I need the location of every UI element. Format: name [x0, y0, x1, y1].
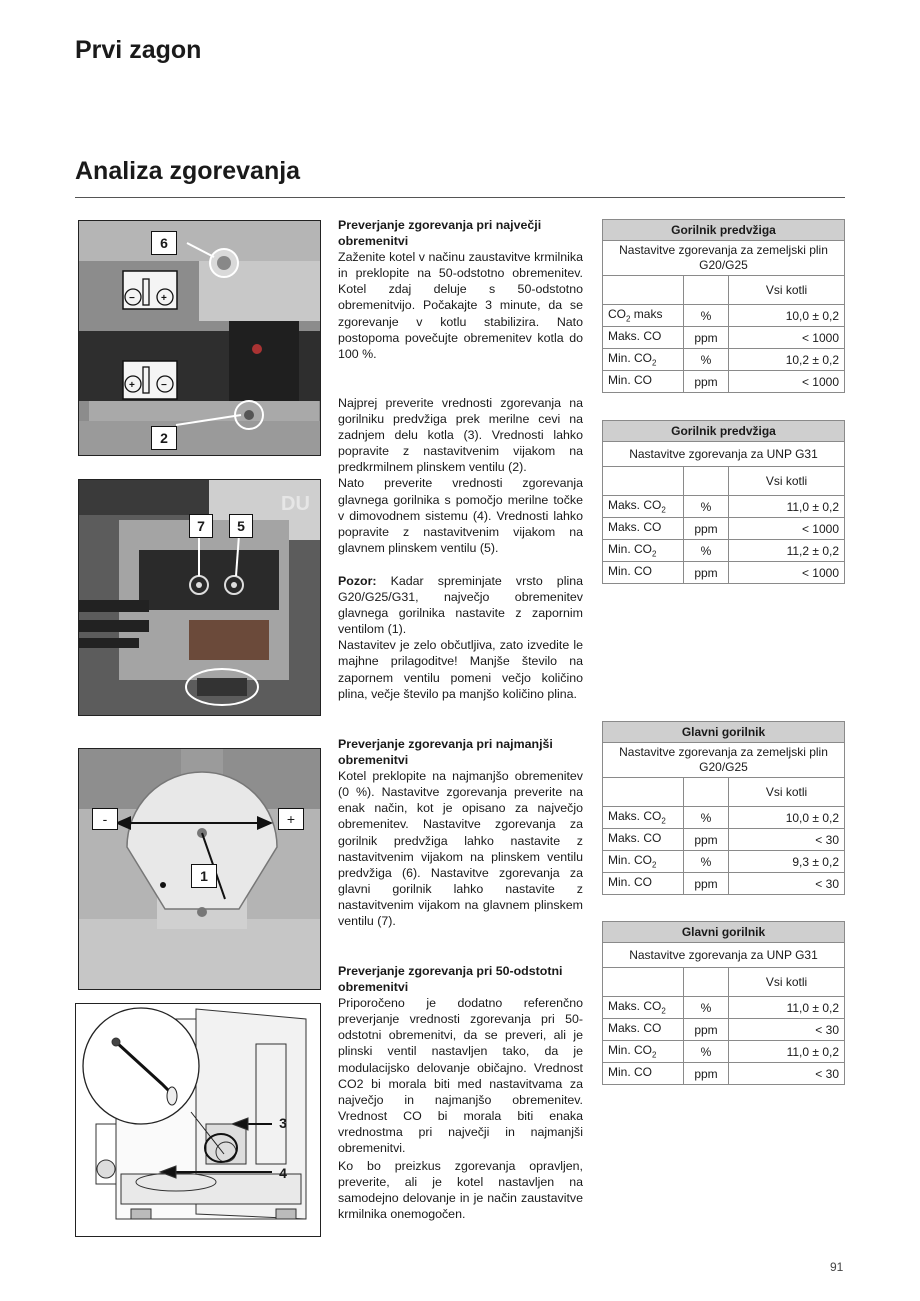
callout-label: 2 — [151, 426, 177, 450]
combustion-table — [602, 721, 845, 895]
value-cell: < 30 — [729, 1063, 845, 1085]
paragraph: Ko bo preizkus zgorevanja opravljen, preverite, ali je kotel nastavljen na samodejno delovanje in je način zaustavitve krmilnika onemogočen. — [338, 1159, 583, 1222]
text-block-pilot-check — [338, 395, 583, 556]
value-cell: < 1000 — [729, 371, 845, 393]
parameter-name: Min. CO — [608, 542, 653, 557]
column-header: Vsi kotli — [729, 276, 845, 305]
parameter-name: Min. CO — [608, 351, 653, 366]
combustion-table — [602, 420, 845, 584]
unit-cell: % — [684, 997, 729, 1019]
table-subtitle: Nastavitve zgorevanja za UNP G31 — [603, 442, 845, 467]
table-row — [603, 851, 845, 873]
svg-text:+: + — [161, 293, 167, 304]
column-header: Vsi kotli — [729, 467, 845, 496]
table-row — [603, 327, 845, 349]
column-header: Vsi kotli — [729, 968, 845, 997]
table-subtitle: Nastavitve zgorevanja za zemeljski plin G20/G25 — [603, 241, 845, 276]
table-header-row — [603, 276, 845, 305]
text-block-max-load — [338, 217, 583, 362]
callout-label: - — [92, 808, 118, 830]
parameter-cell — [603, 829, 684, 851]
parameter-name: Maks. CO — [608, 498, 662, 513]
value-cell: 11,2 ± 0,2 — [729, 540, 845, 562]
table-title-row — [603, 722, 845, 743]
table-header-row — [603, 968, 845, 997]
unit-cell: ppm — [684, 873, 729, 895]
parameter-cell — [603, 562, 684, 584]
table-title-row — [603, 220, 845, 241]
table-row — [603, 518, 845, 540]
parameter-subscript: 2 — [652, 549, 657, 559]
parameter-name: Maks. CO — [608, 1021, 662, 1036]
empty-cell — [684, 467, 729, 496]
table-subtitle-row — [603, 241, 845, 276]
empty-cell — [603, 467, 684, 496]
table-title-row — [603, 922, 845, 943]
unit-cell: ppm — [684, 1019, 729, 1041]
unit-cell: ppm — [684, 371, 729, 393]
parameter-cell — [603, 518, 684, 540]
parameter-name: Maks. CO — [608, 329, 662, 344]
table-title: Gorilnik predvžiga — [603, 220, 845, 241]
parameter-cell — [603, 1063, 684, 1085]
text-block-min-load — [338, 736, 583, 929]
value-cell: 10,2 ± 0,2 — [729, 349, 845, 371]
parameter-name: Min. CO — [608, 875, 653, 890]
unit-cell: % — [684, 807, 729, 829]
combustion-table — [602, 219, 845, 393]
parameter-name: Min. CO — [608, 373, 653, 388]
svg-text:DU: DU — [281, 493, 310, 515]
callout-label: 7 — [189, 514, 213, 538]
paragraph: Nastavitev je zelo občutljiva, zato izvedite le majhne prilagoditve! Manjše število na zapornem ventilu pomeni večjo količino plina, večje število pa manjšo količino plina. — [338, 638, 583, 701]
parameter-name: Min. CO — [608, 853, 653, 868]
parameter-cell — [603, 873, 684, 895]
parameter-cell — [603, 327, 684, 349]
unit-cell: ppm — [684, 829, 729, 851]
value-cell: < 30 — [729, 1019, 845, 1041]
parameter-subscript: 2 — [652, 1050, 657, 1060]
photo-shutoff-valve — [78, 748, 321, 990]
callout-label: 4 — [279, 1165, 287, 1181]
empty-cell — [603, 276, 684, 305]
parameter-name: Maks. CO — [608, 809, 662, 824]
table-row — [603, 540, 845, 562]
parameter-subscript: 2 — [652, 358, 657, 368]
parameter-name: CO — [608, 307, 626, 322]
parameter-name: Maks. CO — [608, 831, 662, 846]
parameter-subscript: 2 — [661, 1006, 666, 1016]
unit-cell: % — [684, 851, 729, 873]
parameter-cell — [603, 305, 684, 327]
svg-text:−: − — [129, 293, 135, 304]
unit-cell: % — [684, 1041, 729, 1063]
callout-label: 6 — [151, 231, 177, 255]
parameter-name: Min. CO — [608, 1043, 653, 1058]
value-cell: 11,0 ± 0,2 — [729, 1041, 845, 1063]
combustion-table — [602, 921, 845, 1085]
unit-cell: ppm — [684, 518, 729, 540]
table-row — [603, 496, 845, 518]
table-subtitle-row — [603, 442, 845, 467]
photo-main-gas-valve — [78, 479, 321, 716]
parameter-cell — [603, 997, 684, 1019]
table-header-row — [603, 467, 845, 496]
parameter-name: Maks. CO — [608, 520, 662, 535]
table-title: Glavni gorilnik — [603, 722, 845, 743]
parameter-subscript: 2 — [652, 860, 657, 870]
section-title: Analiza zgorevanja — [75, 157, 301, 185]
table-title-row — [603, 421, 845, 442]
paragraph: Kotel preklopite na najmanjšo obremenitev (0 %). Nastavitve zgorevanja preverite na enak način, kot je opisano za največjo obremenitev. Nastavitve zgorevanja za gorilnik predvžiga lahko nastavite z nastavitvenim vijakom na plinskem ventilu predvžiga (6). Nastavitve zgorevanja za glavni gorilnik lahko nastavite z nastavitvenim vijakom na glavnem plinskem ventilu (7). — [338, 769, 583, 929]
warning-lead: Pozor: — [338, 574, 377, 588]
parameter-subscript: 2 — [661, 816, 666, 826]
heading-min-load: Preverjanje zgorevanja pri najmanjši obremenitvi — [338, 737, 553, 768]
text-block-50-load — [338, 963, 583, 1156]
unit-cell: % — [684, 540, 729, 562]
table-header-row — [603, 778, 845, 807]
value-cell: 9,3 ± 0,2 — [729, 851, 845, 873]
parameter-cell — [603, 371, 684, 393]
parameter-name: Maks. CO — [608, 999, 662, 1014]
table-row — [603, 1041, 845, 1063]
table-row — [603, 305, 845, 327]
photo-pilot-gas-valve — [78, 220, 321, 456]
empty-cell — [684, 778, 729, 807]
paragraph: Priporočeno je dodatno referenčno preverjanje vrednosti zgorevanja pri 50-odstotni obremenitvi, da se preveri, ali je plinski ventil nastavljen tako, da je modulacijsko delovanje običajno. Vrednost CO2 bi morala biti med nastavitvama za največjo in najmanjšo obremenitev. Vrednost CO bi morala biti enaka vrednostma pri največji in najmanjši obremenitvi. — [338, 996, 583, 1156]
table-row — [603, 807, 845, 829]
parameter-cell — [603, 349, 684, 371]
svg-text:−: − — [161, 380, 167, 391]
unit-cell: ppm — [684, 1063, 729, 1085]
value-cell: 10,0 ± 0,2 — [729, 807, 845, 829]
value-cell: 11,0 ± 0,2 — [729, 997, 845, 1019]
empty-cell — [603, 778, 684, 807]
parameter-subscript: 2 — [661, 505, 666, 515]
callout-label: + — [278, 808, 304, 830]
paragraph: Najprej preverite vrednosti zgorevanja na gorilniku predvžiga prek merilne cevi na zadnjem delu kotla (3). Vrednosti lahko popravite z nastavitvenim vijakom na predkrmilnem plinskem ventilu (2). — [338, 396, 583, 475]
table-subtitle: Nastavitve zgorevanja za zemeljski plin G20/G25 — [603, 743, 845, 778]
table-row — [603, 562, 845, 584]
empty-cell — [684, 276, 729, 305]
page-title: Prvi zagon — [75, 36, 202, 64]
table-row — [603, 873, 845, 895]
unit-cell: % — [684, 305, 729, 327]
parameter-name: Min. CO — [608, 1065, 653, 1080]
value-cell: < 30 — [729, 829, 845, 851]
value-cell: < 1000 — [729, 562, 845, 584]
parameter-cell — [603, 807, 684, 829]
value-cell: 10,0 ± 0,2 — [729, 305, 845, 327]
callout-label: 3 — [279, 1115, 287, 1131]
column-header: Vsi kotli — [729, 778, 845, 807]
text-block-warning — [338, 573, 583, 702]
parameter-suffix: maks — [630, 307, 663, 322]
value-cell: 11,0 ± 0,2 — [729, 496, 845, 518]
parameter-cell — [603, 540, 684, 562]
unit-cell: ppm — [684, 327, 729, 349]
parameter-cell — [603, 496, 684, 518]
table-subtitle-row — [603, 743, 845, 778]
parameter-cell — [603, 851, 684, 873]
empty-cell — [603, 968, 684, 997]
parameter-subscript: 2 — [626, 314, 631, 324]
value-cell: < 1000 — [729, 327, 845, 349]
empty-cell — [684, 968, 729, 997]
callout-label: 1 — [191, 864, 217, 888]
parameter-cell — [603, 1019, 684, 1041]
table-row — [603, 829, 845, 851]
table-row — [603, 349, 845, 371]
table-row — [603, 1019, 845, 1041]
table-subtitle: Nastavitve zgorevanja za UNP G31 — [603, 943, 845, 968]
callout-label: 5 — [229, 514, 253, 538]
paragraph: Zaženite kotel v načinu zaustavitve krmilnika in preklopite na 50-odstotno obremenitev. Kotel zdaj deluje s 50-odstotno obremenitvijo. Počakajte 3 minute, da se zgorevanje v kotlu stabilizira. Nato postopoma povečujte obremenitev kotla do 100 %. — [338, 250, 583, 361]
table-row — [603, 997, 845, 1019]
parameter-name: Min. CO — [608, 564, 653, 579]
table-title: Glavni gorilnik — [603, 922, 845, 943]
table-title: Gorilnik predvžiga — [603, 421, 845, 442]
section-divider — [75, 197, 845, 198]
heading-max-load: Preverjanje zgorevanja pri največji obremenitvi — [338, 218, 542, 249]
parameter-cell — [603, 1041, 684, 1063]
boiler-line-drawing — [75, 1003, 321, 1237]
table-row — [603, 1063, 845, 1085]
heading-50-load: Preverjanje zgorevanja pri 50-odstotni obremenitvi — [338, 964, 563, 995]
value-cell: < 1000 — [729, 518, 845, 540]
svg-text:+: + — [129, 380, 135, 391]
unit-cell: % — [684, 496, 729, 518]
unit-cell: % — [684, 349, 729, 371]
warning-paragraph — [338, 573, 583, 637]
paragraph: Nato preverite vrednosti zgorevanja glavnega gorilnika s pomočjo merilne točke v dimovodnem sistemu (4). Vrednosti lahko popravite z nastavitvenim vijakom na glavnem plinskem ventilu (5). — [338, 476, 583, 555]
unit-cell: ppm — [684, 562, 729, 584]
warning-body: Kadar spreminjate vrsto plina G20/G25/G31, največjo obremenitev glavnega gorilnika nastavite z zapornim ventilom (1). — [338, 574, 583, 637]
table-row — [603, 371, 845, 393]
table-subtitle-row — [603, 943, 845, 968]
value-cell: < 30 — [729, 873, 845, 895]
page-number: 91 — [830, 1260, 844, 1274]
text-block-finish — [338, 1158, 583, 1222]
